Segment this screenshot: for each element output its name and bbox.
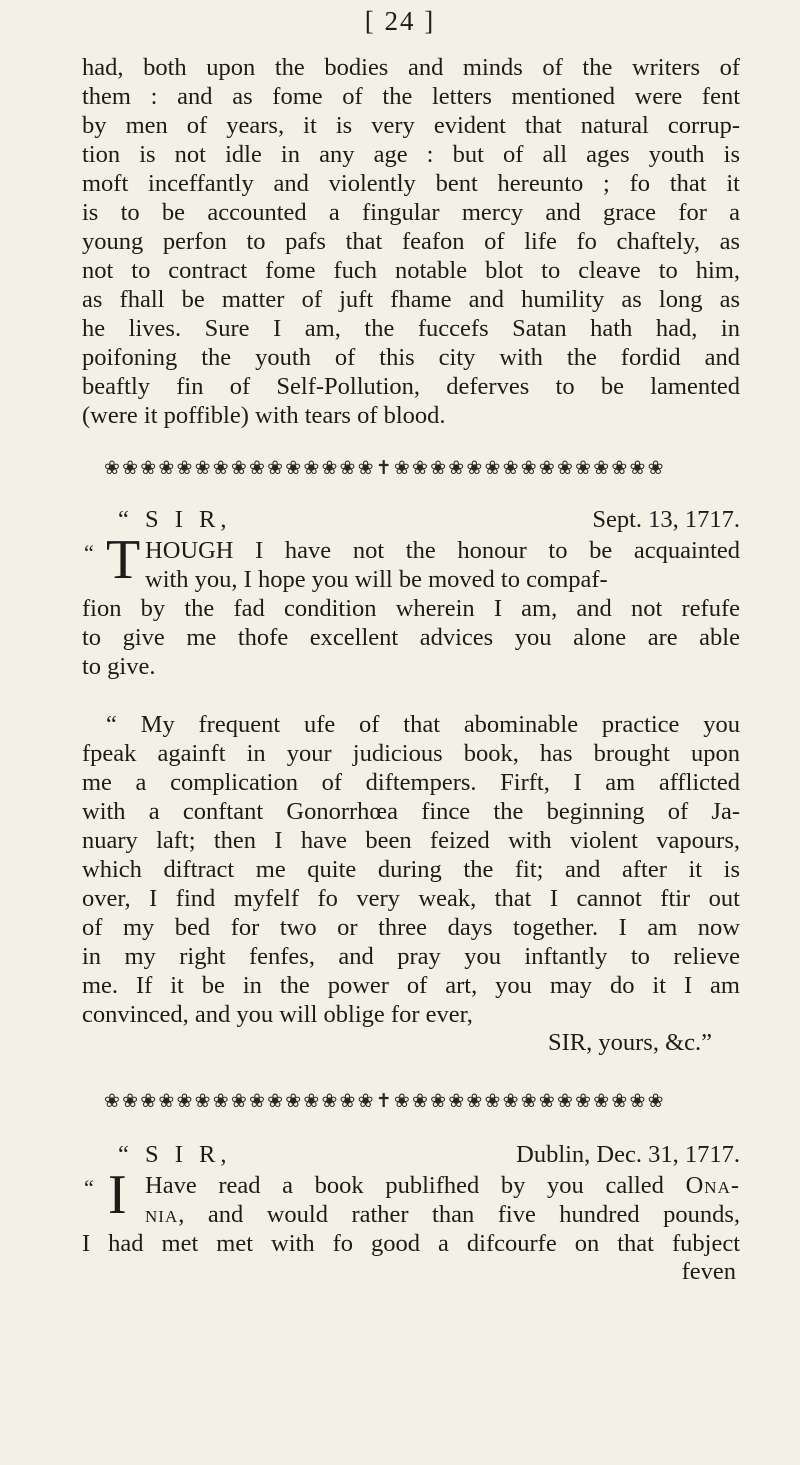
- text-line: poifoning the youth of this city with the fordid and: [82, 344, 740, 371]
- letter-closing: SIR, yours, &c.”: [548, 1029, 712, 1056]
- drop-cap: I: [108, 1164, 127, 1226]
- catchword: feven: [681, 1258, 736, 1285]
- text-line: which diftract me quite during the fit; and after it is: [82, 856, 740, 883]
- ornament-divider: ❀❀❀❀❀❀❀❀❀❀❀❀❀❀❀✝❀❀❀❀❀❀❀❀❀❀❀❀❀❀❀: [104, 458, 666, 479]
- text-line: moft inceffantly and violently bent hereunto ; fo that it: [82, 170, 740, 197]
- text-line: in my right fenfes, and pray you inftantly to relieve: [82, 943, 740, 970]
- text-line: to give.: [82, 653, 156, 680]
- text-line: convinced, and you will oblige for ever,: [82, 1001, 473, 1028]
- text-line: HOUGH I have not the honour to be acquainted: [145, 537, 740, 564]
- text-line: as fhall be matter of juft fhame and humility as long as: [82, 286, 740, 313]
- text-line: is to be accounted a fingular mercy and grace for a: [82, 199, 740, 226]
- text-line: he lives. Sure I am, the fuccefs Satan hath had, in: [82, 315, 740, 342]
- page-number: [ 24 ]: [364, 6, 436, 36]
- text-line: had, both upon the bodies and minds of the writers of: [82, 54, 740, 81]
- text-span: , and would rather than five hundred pounds,: [178, 1201, 740, 1228]
- text-line: [145, 1200, 740, 1230]
- text-line: (were it poffible) with tears of blood.: [82, 402, 446, 429]
- letter-salutation: “ S I R,: [118, 1141, 232, 1168]
- drop-cap: T: [106, 529, 141, 591]
- text-line: beaftly fin of Self-Pollution, deferves to be lamented: [82, 373, 740, 400]
- text-line: tion is not idle in any age : but of all ages youth is: [82, 141, 740, 168]
- text-line: [145, 1171, 740, 1201]
- letter-date: Dublin, Dec. 31, 1717.: [516, 1141, 740, 1168]
- ornament-divider: ❀❀❀❀❀❀❀❀❀❀❀❀❀❀❀✝❀❀❀❀❀❀❀❀❀❀❀❀❀❀❀: [104, 1091, 666, 1112]
- text-line: me. If it be in the power of art, you may do it I am: [82, 972, 740, 999]
- text-line: young perfon to pafs that feafon of life fo chaftely, as: [82, 228, 740, 255]
- text-line: not to contract fome fuch notable blot to cleave to him,: [82, 257, 740, 284]
- text-line: of my bed for two or three days together. I am now: [82, 914, 740, 941]
- open-quote-mark: “: [84, 1175, 94, 1200]
- text-line: to give me thofe excellent advices you alone are able: [82, 624, 740, 651]
- text-line: me a complication of diftempers. Firft, I am afflicted: [82, 769, 740, 796]
- book-title: Ona-: [685, 1172, 740, 1199]
- text-span: Have read a book publifhed by you called: [145, 1172, 664, 1199]
- text-line: with a conftant Gonorrhœa fince the beginning of Ja-: [82, 798, 740, 825]
- open-quote-mark: “: [84, 540, 94, 565]
- letter-salutation: “ S I R,: [118, 506, 232, 533]
- text-line: them : and as fome of the letters mentioned were fent: [82, 83, 740, 110]
- text-line: fion by the fad condition wherein I am, and not refufe: [82, 595, 740, 622]
- text-line: I had met met with fo good a difcourfe on that fubject: [82, 1230, 740, 1257]
- text-line: by men of years, it is very evident that natural corrup-: [82, 112, 740, 139]
- letter-date: Sept. 13, 1717.: [592, 506, 740, 533]
- text-line: “ My frequent ufe of that abominable practice you: [106, 711, 740, 738]
- text-line: over, I find myfelf fo very weak, that I cannot ftir out: [82, 885, 740, 912]
- text-line: fpeak againft in your judicious book, has brought upon: [82, 740, 740, 767]
- book-title: nia: [145, 1201, 179, 1228]
- text-line: nuary laft; then I have been feized with violent vapours,: [82, 827, 740, 854]
- text-line: with you, I hope you will be moved to compaf-: [145, 566, 608, 593]
